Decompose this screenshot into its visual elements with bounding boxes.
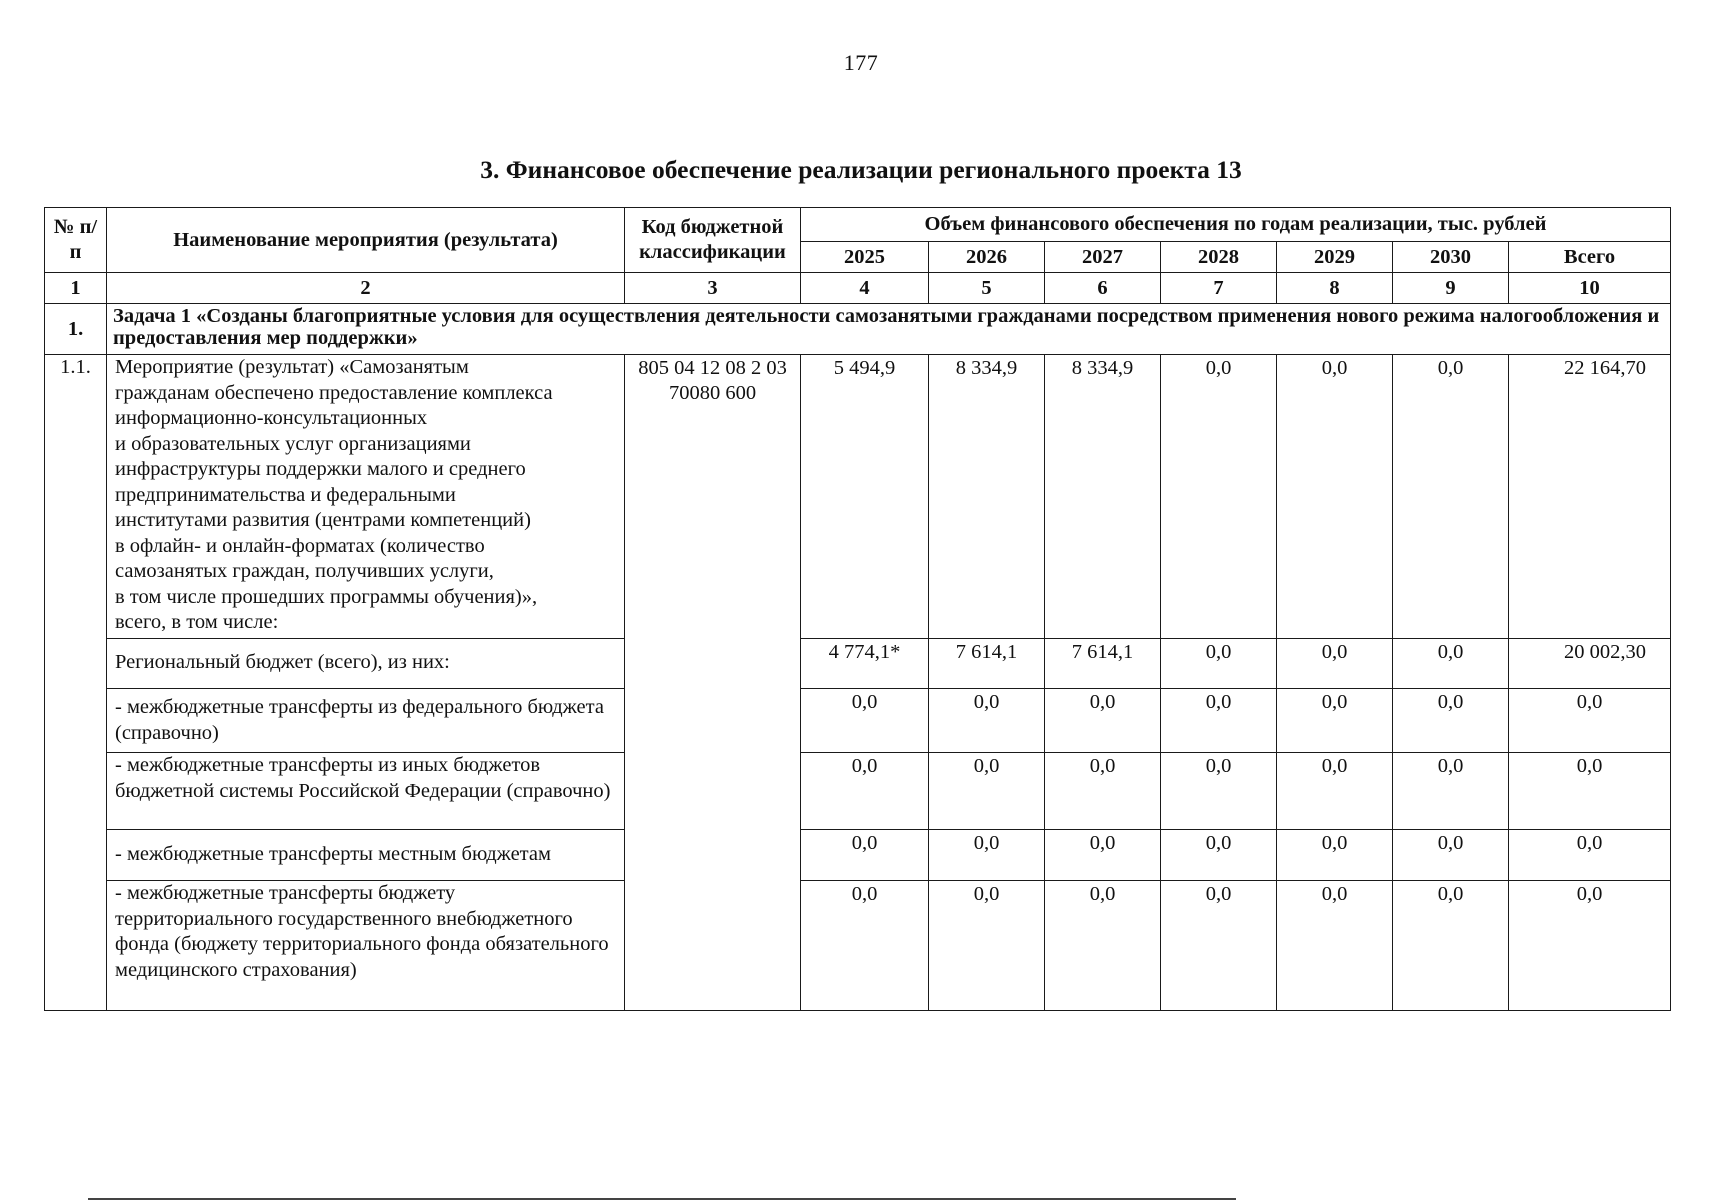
header-year-2025: 2025 <box>801 242 929 273</box>
budget-row-name: - межбюджетные трансферты из федерального бюджета (справочно) <box>107 689 625 753</box>
measure-value-2027: 8 334,9 <box>1045 355 1161 639</box>
budget-value-2027: 0,0 <box>1045 830 1161 881</box>
page-number: 177 <box>843 50 879 75</box>
header-row-main <box>45 208 1671 242</box>
measure-line: институтами развития (центрами компетенций) <box>115 509 531 531</box>
header-year-2028: 2028 <box>1161 242 1277 273</box>
budget-value-total: 20 002,30 <box>1509 639 1671 689</box>
measure-line: Мероприятие (результат) «Самозанятым <box>115 356 469 378</box>
budget-value-2026: 0,0 <box>929 881 1045 1011</box>
budget-row-other-transfers <box>45 753 1671 830</box>
column-number: 1 <box>45 273 107 304</box>
header-total: Всего <box>1509 242 1671 273</box>
header-number: № п/п <box>45 208 107 273</box>
measure-line: и образовательных услуг организациями <box>115 432 471 455</box>
budget-value-total: 0,0 <box>1509 689 1671 753</box>
document-title: 3. Финансовое обеспечение реализации регионального проекта 13 <box>480 155 1242 184</box>
column-number: 10 <box>1509 273 1671 304</box>
table-header <box>45 208 1671 273</box>
budget-value-2026: 7 614,1 <box>929 639 1045 689</box>
budget-value-2030: 0,0 <box>1393 830 1509 881</box>
budget-value-2025: 0,0 <box>801 881 929 1011</box>
measure-description <box>107 355 625 639</box>
budget-value-2028: 0,0 <box>1161 830 1277 881</box>
measure-value-2026: 8 334,9 <box>929 355 1045 639</box>
column-number: 2 <box>107 273 625 304</box>
column-number: 9 <box>1393 273 1509 304</box>
financing-table <box>44 207 1671 1011</box>
budget-value-2027: 7 614,1 <box>1045 639 1161 689</box>
column-number: 6 <box>1045 273 1161 304</box>
column-number-row <box>45 273 1671 304</box>
header-year-2030: 2030 <box>1393 242 1509 273</box>
measure-value-2028: 0,0 <box>1161 355 1277 639</box>
budget-value-2027: 0,0 <box>1045 881 1161 1011</box>
table-body <box>45 273 1671 1011</box>
measure-row <box>45 355 1671 639</box>
budget-value-2030: 0,0 <box>1393 753 1509 830</box>
budget-value-2029: 0,0 <box>1277 830 1393 881</box>
budget-row-federal-transfers <box>45 689 1671 753</box>
column-number: 5 <box>929 273 1045 304</box>
budget-value-2030: 0,0 <box>1393 881 1509 1011</box>
budget-value-2026: 0,0 <box>929 753 1045 830</box>
measure-line: предпринимательства и федеральными <box>115 483 456 506</box>
budget-value-2025: 0,0 <box>801 830 929 881</box>
column-number: 8 <box>1277 273 1393 304</box>
budget-row-local-transfers <box>45 830 1671 881</box>
budget-value-2029: 0,0 <box>1277 689 1393 753</box>
budget-value-2030: 0,0 <box>1393 639 1509 689</box>
measure-line: всего, в том числе: <box>115 611 279 633</box>
budget-value-total: 0,0 <box>1509 753 1671 830</box>
header-year-2026: 2026 <box>929 242 1045 273</box>
budget-value-2027: 0,0 <box>1045 689 1161 753</box>
budget-value-2025: 0,0 <box>801 753 929 830</box>
budget-code: 805 04 12 08 2 03 70080 600 <box>625 355 801 1011</box>
measure-line: самозанятых граждан, получивших услуги, <box>115 560 494 582</box>
measure-value-2025: 5 494,9 <box>801 355 929 639</box>
budget-row-fund-transfers <box>45 881 1671 1011</box>
header-name: Наименование мероприятия (результата) <box>107 208 625 273</box>
budget-row-name: - межбюджетные трансферты местным бюджетам <box>107 830 625 881</box>
budget-value-total: 0,0 <box>1509 881 1671 1011</box>
budget-row-name: - межбюджетные трансферты бюджету территориального государственного внебюджетного фонда (бюджету территориального фонда обязательного медицинского страхования) <box>107 881 625 1011</box>
task-row <box>45 304 1671 355</box>
budget-value-2028: 0,0 <box>1161 689 1277 753</box>
task-number: 1. <box>45 304 107 355</box>
budget-row-name: Региональный бюджет (всего), из них: <box>107 639 625 689</box>
budget-row-regional <box>45 639 1671 689</box>
budget-value-2028: 0,0 <box>1161 753 1277 830</box>
budget-row-name: - межбюджетные трансферты из иных бюджетов бюджетной системы Российской Федерации (справочно) <box>107 753 625 830</box>
measure-line: в офлайн- и онлайн-форматах (количество <box>115 534 485 557</box>
column-number: 7 <box>1161 273 1277 304</box>
header-year-2029: 2029 <box>1277 242 1393 273</box>
budget-value-2026: 0,0 <box>929 830 1045 881</box>
measure-value-total: 22 164,70 <box>1509 355 1671 639</box>
budget-value-2028: 0,0 <box>1161 881 1277 1011</box>
header-code: Код бюджетной классификации <box>625 208 801 273</box>
budget-value-2026: 0,0 <box>929 689 1045 753</box>
budget-value-total: 0,0 <box>1509 830 1671 881</box>
task-text: Задача 1 «Созданы благоприятные условия для осуществления деятельности самозанятыми гражданами посредством применения нового режима налогообложения и предоставления мер поддержки» <box>107 304 1671 355</box>
measure-line: информационно-консультационных <box>115 407 428 429</box>
budget-value-2029: 0,0 <box>1277 881 1393 1011</box>
budget-value-2025: 0,0 <box>801 689 929 753</box>
budget-value-2025: 4 774,1* <box>801 639 929 689</box>
measure-number: 1.1. <box>45 355 107 1011</box>
budget-value-2029: 0,0 <box>1277 639 1393 689</box>
budget-value-2027: 0,0 <box>1045 753 1161 830</box>
budget-value-2028: 0,0 <box>1161 639 1277 689</box>
column-number: 3 <box>625 273 801 304</box>
measure-value-2029: 0,0 <box>1277 355 1393 639</box>
measure-line: в том числе прошедших программы обучения)», <box>115 585 538 608</box>
header-year-2027: 2027 <box>1045 242 1161 273</box>
measure-value-2030: 0,0 <box>1393 355 1509 639</box>
measure-line: инфраструктуры поддержки малого и среднего <box>115 458 526 480</box>
column-number: 4 <box>801 273 929 304</box>
budget-value-2030: 0,0 <box>1393 689 1509 753</box>
header-volume: Объем финансового обеспечения по годам реализации, тыс. рублей <box>801 208 1671 242</box>
budget-value-2029: 0,0 <box>1277 753 1393 830</box>
measure-line: гражданам обеспечено предоставление комплекса <box>115 381 553 404</box>
